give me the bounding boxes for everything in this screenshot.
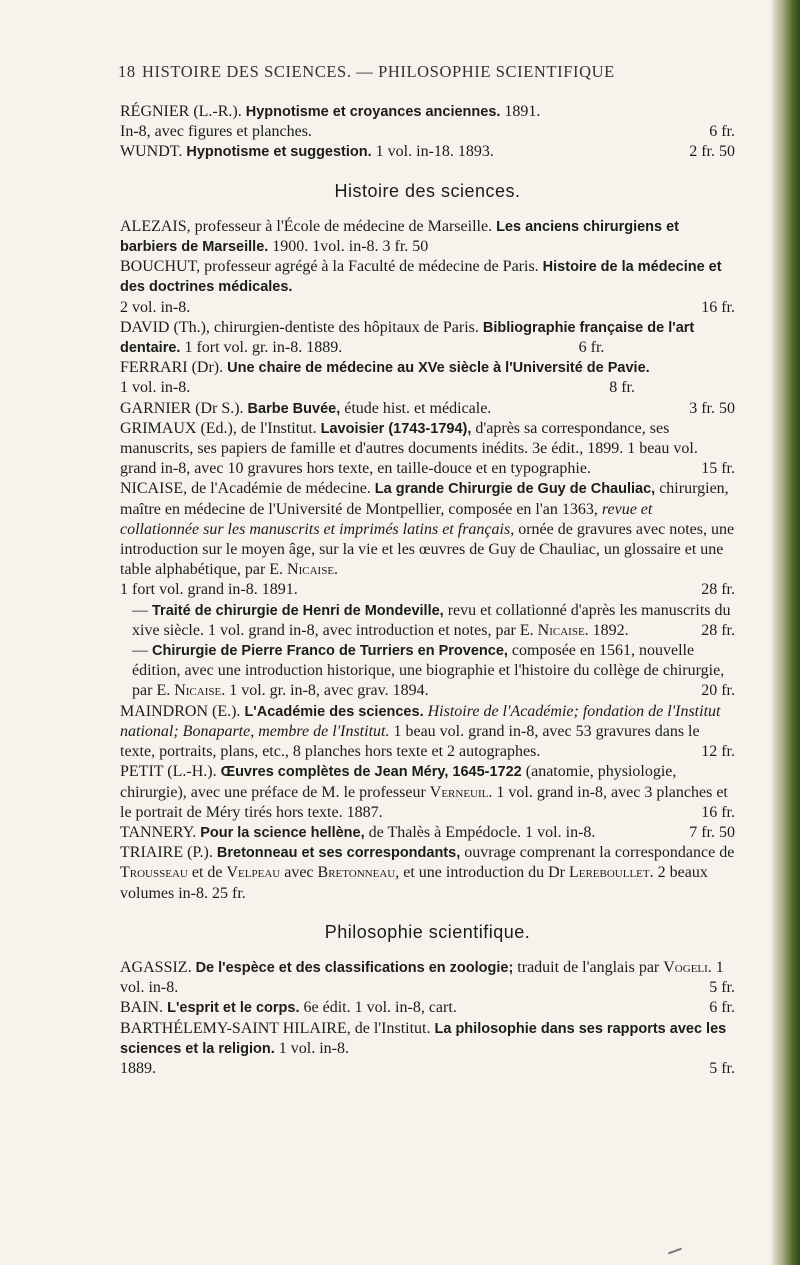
price: 3 fr. 50 (689, 399, 735, 417)
entry-nicaise (120, 479, 735, 600)
entry-garnier (120, 399, 735, 419)
details: 1 vol. in-8. (120, 379, 191, 397)
book-title: Histoire de la médecine et des doctrines médicales. (120, 259, 722, 296)
book-title: La philosophie dans ses rapports avec les sciences et la religion. (120, 1020, 727, 1057)
price: 12 fr. (701, 743, 735, 761)
details: chirurgien, maître en médecine de l'Université de Montpellier, composée en l'an 1363, (120, 480, 729, 518)
author: DAVID (Th.), chirurgien-dentiste des hôpitaux de Paris. (120, 318, 479, 336)
details: ornée de gravures avec notes, une introduction sur le moyen âge, sur la vie et les œuvres de Guy de Chauliac, un glossaire et une table alphabétique, par (120, 520, 735, 579)
book-title: Pour la science hellène, (200, 824, 365, 841)
price: 28 fr. (701, 621, 735, 639)
entry-mondeville (120, 601, 735, 641)
price: 20 fr. (701, 682, 735, 700)
price: 16 fr. (701, 298, 735, 316)
book-title: Bretonneau et ses correspondants, (216, 845, 461, 862)
dash: — (132, 642, 148, 660)
details: 1 fort vol. grand in-8. 1891. (120, 581, 298, 599)
author: AGASSIZ. (120, 958, 192, 976)
price: 6 fr. (578, 339, 605, 357)
entry-bouchut (120, 257, 735, 318)
editor-name: Verneuil. (429, 783, 493, 801)
entry-wundt (120, 142, 735, 162)
editor-name: E. Nicaise. (269, 561, 339, 579)
price: 25 fr. (212, 884, 246, 902)
book-title: L'Académie des sciences. (244, 703, 424, 720)
details: 2 vol. in-8. (120, 298, 191, 316)
details: 1900. 1vol. in-8. 3 fr. 50 (272, 238, 429, 256)
author: TRIAIRE (P.). (120, 844, 213, 862)
author: BARTHÉLEMY-SAINT HILAIRE, de l'Institut. (120, 1019, 431, 1037)
details: d'après sa correspondance, ses manuscrits, ses papiers de famille et d'autres documents inédits. 3e édit., 1899. 1 beau vol. grand in-8, avec 10 gravures hors texte, en taille-douce et en typographie. (120, 419, 698, 478)
details: 1 vol. in-18. 1893. (375, 143, 494, 161)
details: (anatomie, physiologie, chirurgie), avec une préface de M. le professeur (120, 763, 677, 801)
entry-franco (120, 641, 735, 702)
author: BAIN. (120, 999, 164, 1017)
price: 15 fr. (701, 460, 735, 478)
price: 28 fr. (701, 581, 735, 599)
details: traduit de l'anglais par (517, 958, 660, 976)
person-name: Trousseau (120, 864, 188, 882)
page-content (120, 102, 735, 1079)
book-title: Hypnotisme et suggestion. (186, 144, 372, 161)
price: 16 fr. (701, 803, 735, 821)
entry-ferrari (120, 358, 735, 398)
details: et de (191, 864, 223, 882)
details: In-8, avec figures et planches. (120, 123, 312, 141)
author: BOUCHUT, professeur agrégé à la Faculté de médecine de Paris. (120, 258, 539, 276)
running-header (118, 62, 738, 84)
price: 8 fr. (609, 379, 635, 397)
book-title: Les anciens chirurgiens et barbiers de Marseille. (120, 218, 680, 256)
details: et une introduction du Dr (403, 864, 565, 882)
book-title: De l'espèce et des classifications en zoologie; (195, 959, 514, 976)
details: étude hist. et médicale. (344, 399, 492, 417)
author: GARNIER (Dr S.). (120, 399, 244, 417)
running-title: HISTOIRE DES SCIENCES. — PHILOSOPHIE SCIENTIFIQUE (142, 62, 615, 81)
person-name: Bretonneau, (317, 864, 400, 882)
page-number: 18 (118, 62, 136, 81)
entry-triaire (120, 843, 735, 904)
book-binding-edge (770, 0, 800, 1265)
author: WUNDT. (120, 143, 183, 161)
entry-alezais (120, 217, 735, 257)
details: 1 vol. grand in-8, avec 3 planches et le portrait de Méry tirés hors texte. 1887. (120, 783, 728, 821)
book-title: Barbe Buvée, (247, 400, 341, 417)
author: NICAISE, de l'Académie de médecine. (120, 480, 371, 498)
entry-bain (120, 998, 735, 1018)
section-heading-philosophie: Philosophie scientifique. (324, 921, 531, 942)
price: 5 fr. (709, 1059, 735, 1077)
author: TANNERY. (120, 823, 197, 841)
dash: — (132, 601, 148, 619)
entry-maindron (120, 702, 735, 763)
details: 1 fort vol. gr. in-8. 1889. (184, 339, 343, 357)
translator-name: Vogeli. (663, 958, 712, 976)
pencil-mark (668, 1248, 682, 1255)
details: 6e édit. 1 vol. in-8, cart. (303, 999, 457, 1017)
price: 6 fr. (709, 999, 735, 1017)
price: 2 fr. 50 (689, 143, 735, 161)
author: GRIMAUX (Ed.), de l'Institut. (120, 419, 317, 437)
details-italic: revue et collationnée sur les manuscrits et imprimés latins et français, (120, 500, 653, 538)
details: 1 beau vol. grand in-8, avec 53 gravures dans le texte, portraits, plans, etc., 8 planches hors texte et 2 autographes. (120, 722, 700, 761)
entry-tannery (120, 823, 735, 843)
book-title: Bibliographie française de l'art dentaire. (120, 319, 695, 357)
details: ouvrage comprenant la correspondance de (464, 844, 735, 862)
details: 1 vol. in-8. (120, 958, 724, 997)
book-title: Une chaire de médecine au XVe siècle à l'Université de Pavie. (227, 360, 650, 377)
author: ALEZAIS, professeur à l'École de médecine de Marseille. (120, 217, 493, 235)
entry-barthelemy (120, 1019, 735, 1080)
details: 1 vol. in-8. (278, 1039, 349, 1057)
details: 1892. (592, 621, 629, 639)
author: MAINDRON (E.). (120, 702, 241, 720)
details: 1891. (504, 103, 541, 120)
details-italic: Histoire de l'Académie; fondation de l'Institut national; Bonaparte, membre de l'Institut. (120, 702, 721, 740)
details: de Thalès à Empédocle. 1 vol. in-8. (368, 823, 596, 841)
details: 1889. (120, 1059, 156, 1077)
price: 6 fr. (709, 123, 735, 141)
book-title: Lavoisier (1743-1794), (320, 420, 472, 437)
details: revu et collationné d'après les manuscrits du xive siècle. 1 vol. grand in-8, avec introduction et notes, par (132, 601, 731, 639)
details: 2 beaux volumes in-8. (120, 864, 708, 902)
author: PETIT (L.-H.). (120, 763, 217, 781)
details: composée en 1561, nouvelle édition, avec une introduction historique, une biographie et l'histoire du collège de chirurgie, par (132, 642, 725, 700)
book-title: Chirurgie de Pierre Franco de Turriers en Provence, (152, 643, 508, 660)
section-heading-histoire: Histoire des sciences. (334, 180, 521, 201)
author: RÉGNIER (L.-R.). (120, 103, 242, 120)
entry-regnier (120, 102, 735, 142)
entry-agassiz (120, 958, 735, 998)
editor-name: E. Nicaise. (519, 621, 589, 639)
person-name: Velpeau (226, 864, 281, 882)
book-title: Traité de chirurgie de Henri de Mondeville, (152, 602, 444, 619)
book-title: La grande Chirurgie de Guy de Chauliac, (374, 481, 656, 498)
book-title: L'esprit et le corps. (167, 1000, 300, 1017)
person-name: Lereboullet. (568, 864, 654, 882)
book-title: Hypnotisme et croyances anciennes. (245, 104, 501, 120)
entry-grimaux (120, 419, 735, 480)
details: 1 vol. gr. in-8, avec grav. 1894. (229, 682, 429, 700)
book-title: Œuvres complètes de Jean Méry, 1645-1722 (220, 764, 522, 781)
author: FERRARI (Dr). (120, 359, 224, 377)
entry-david (120, 318, 735, 358)
details: avec (284, 864, 314, 882)
editor-name: E. Nicaise. (156, 682, 226, 700)
price: 5 fr. (709, 979, 735, 997)
entry-petit (120, 762, 735, 823)
price: 7 fr. 50 (689, 823, 735, 841)
